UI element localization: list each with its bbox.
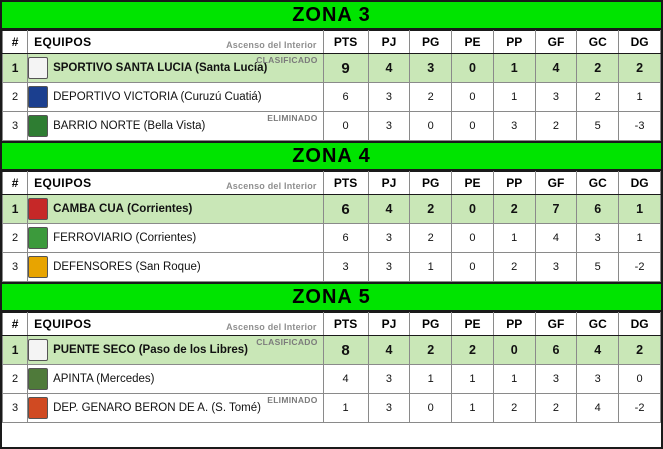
col-pj: PJ bbox=[368, 313, 410, 336]
team-name: BARRIO NORTE (Bella Vista) bbox=[53, 120, 206, 132]
row-team bbox=[28, 112, 324, 141]
crest-defensores bbox=[28, 256, 48, 278]
row-gc: 2 bbox=[577, 54, 619, 83]
col-pg: PG bbox=[410, 31, 452, 54]
row-position: 2 bbox=[3, 224, 28, 253]
crest-apinta bbox=[28, 368, 48, 390]
team-name: DEP. GENARO BERÓN DE A. (S. Tomé) bbox=[53, 402, 261, 414]
standings-table bbox=[2, 171, 661, 282]
col-pg: PG bbox=[410, 172, 452, 195]
col-gc: GC bbox=[577, 172, 619, 195]
crest-ferroviario bbox=[28, 227, 48, 249]
team-name: APINTA (Mercedes) bbox=[53, 373, 155, 385]
row-gc: 2 bbox=[577, 83, 619, 112]
table-row[interactable] bbox=[3, 83, 661, 112]
row-pe: 0 bbox=[452, 83, 494, 112]
row-pg: 3 bbox=[410, 54, 452, 83]
table-row[interactable] bbox=[3, 195, 661, 224]
row-position: 3 bbox=[3, 112, 28, 141]
row-team bbox=[28, 336, 324, 365]
row-pp: 2 bbox=[493, 394, 535, 423]
col-pp: PP bbox=[493, 313, 535, 336]
status-badge: ELIMINADO bbox=[267, 395, 318, 405]
team-name: DEPORTIVO VICTORIA (Curuzú Cuatiá) bbox=[53, 91, 262, 103]
row-pg: 2 bbox=[410, 195, 452, 224]
row-pts: 4 bbox=[323, 365, 368, 394]
row-pp: 1 bbox=[493, 224, 535, 253]
row-dg: 1 bbox=[619, 195, 661, 224]
row-gc: 4 bbox=[577, 336, 619, 365]
col-dg: DG bbox=[619, 172, 661, 195]
row-pp: 2 bbox=[493, 195, 535, 224]
col-team-label: EQUIPOS bbox=[34, 317, 92, 331]
row-pg: 1 bbox=[410, 365, 452, 394]
row-pe: 0 bbox=[452, 54, 494, 83]
crest-genaro-beron bbox=[28, 397, 48, 419]
col-pj: PJ bbox=[368, 31, 410, 54]
row-gf: 7 bbox=[535, 195, 577, 224]
row-position: 1 bbox=[3, 54, 28, 83]
status-badge: CLASIFICADO bbox=[256, 55, 318, 65]
row-gf: 3 bbox=[535, 83, 577, 112]
row-pj: 4 bbox=[368, 336, 410, 365]
row-pp: 2 bbox=[493, 253, 535, 282]
table-row[interactable] bbox=[3, 365, 661, 394]
row-position: 1 bbox=[3, 336, 28, 365]
standings-table bbox=[2, 312, 661, 423]
row-team bbox=[28, 394, 324, 423]
col-gc: GC bbox=[577, 31, 619, 54]
col-gf: GF bbox=[535, 172, 577, 195]
row-gf: 6 bbox=[535, 336, 577, 365]
row-pg: 0 bbox=[410, 394, 452, 423]
row-pg: 0 bbox=[410, 112, 452, 141]
row-pj: 3 bbox=[368, 83, 410, 112]
row-pe: 0 bbox=[452, 253, 494, 282]
row-pe: 0 bbox=[452, 224, 494, 253]
row-dg: -3 bbox=[619, 112, 661, 141]
zone-title: ZONA 4 bbox=[2, 141, 661, 171]
crest-barrio-norte bbox=[28, 115, 48, 137]
row-pg: 2 bbox=[410, 336, 452, 365]
col-gc: GC bbox=[577, 313, 619, 336]
row-pg: 2 bbox=[410, 224, 452, 253]
team-name: FERROVIARIO (Corrientes) bbox=[53, 232, 197, 244]
row-dg: 2 bbox=[619, 54, 661, 83]
col-pe: PE bbox=[452, 31, 494, 54]
col-team-sublabel: Ascenso del Interior bbox=[226, 40, 317, 50]
row-pp: 0 bbox=[493, 336, 535, 365]
col-pts: PTS bbox=[323, 172, 368, 195]
crest-deportivo-victoria bbox=[28, 86, 48, 108]
table-header-row bbox=[3, 313, 661, 336]
col-team-label: EQUIPOS bbox=[34, 176, 92, 190]
table-header-row bbox=[3, 172, 661, 195]
crest-camba-cua bbox=[28, 198, 48, 220]
col-pe: PE bbox=[452, 172, 494, 195]
col-dg: DG bbox=[619, 31, 661, 54]
col-pg: PG bbox=[410, 313, 452, 336]
team-name: DEFENSORES (San Roque) bbox=[53, 261, 201, 273]
table-row[interactable] bbox=[3, 336, 661, 365]
zone-block bbox=[2, 282, 661, 423]
col-pts: PTS bbox=[323, 31, 368, 54]
row-gf: 2 bbox=[535, 112, 577, 141]
row-team bbox=[28, 54, 324, 83]
zone-title: ZONA 5 bbox=[2, 282, 661, 312]
row-position: 2 bbox=[3, 365, 28, 394]
row-pp: 3 bbox=[493, 112, 535, 141]
row-position: 3 bbox=[3, 394, 28, 423]
col-team-label: EQUIPOS bbox=[34, 35, 92, 49]
status-badge: CLASIFICADO bbox=[256, 337, 318, 347]
row-pts: 0 bbox=[323, 112, 368, 141]
col-position: # bbox=[3, 172, 28, 195]
row-position: 1 bbox=[3, 195, 28, 224]
team-name: SPORTIVO SANTA LUCÍA (Santa Lucía) bbox=[53, 62, 268, 74]
crest-sportivo-santa-lucia bbox=[28, 57, 48, 79]
row-gc: 3 bbox=[577, 365, 619, 394]
col-pp: PP bbox=[493, 31, 535, 54]
table-row[interactable] bbox=[3, 253, 661, 282]
row-pts: 6 bbox=[323, 224, 368, 253]
row-pp: 1 bbox=[493, 54, 535, 83]
row-pp: 1 bbox=[493, 365, 535, 394]
table-row[interactable] bbox=[3, 394, 661, 423]
row-pts: 8 bbox=[323, 336, 368, 365]
table-row[interactable] bbox=[3, 112, 661, 141]
col-team-sublabel: Ascenso del Interior bbox=[226, 322, 317, 332]
row-gc: 5 bbox=[577, 112, 619, 141]
standings-table bbox=[2, 30, 661, 141]
row-team bbox=[28, 253, 324, 282]
col-gf: GF bbox=[535, 313, 577, 336]
team-name: PUENTE SECO (Paso de los Libres) bbox=[53, 344, 248, 356]
col-team-sublabel: Ascenso del Interior bbox=[226, 181, 317, 191]
row-pg: 1 bbox=[410, 253, 452, 282]
col-gf: GF bbox=[535, 31, 577, 54]
row-dg: 0 bbox=[619, 365, 661, 394]
row-pts: 9 bbox=[323, 54, 368, 83]
row-gf: 4 bbox=[535, 224, 577, 253]
row-pts: 6 bbox=[323, 195, 368, 224]
row-dg: 1 bbox=[619, 83, 661, 112]
crest-puente-seco bbox=[28, 339, 48, 361]
col-team bbox=[28, 172, 324, 195]
zones-container bbox=[2, 2, 661, 423]
zone-block bbox=[2, 2, 661, 141]
col-dg: DG bbox=[619, 313, 661, 336]
row-pe: 0 bbox=[452, 112, 494, 141]
row-gc: 5 bbox=[577, 253, 619, 282]
row-pe: 0 bbox=[452, 195, 494, 224]
row-pj: 3 bbox=[368, 253, 410, 282]
col-position: # bbox=[3, 31, 28, 54]
row-pe: 1 bbox=[452, 365, 494, 394]
row-pts: 1 bbox=[323, 394, 368, 423]
row-team bbox=[28, 83, 324, 112]
zone-block bbox=[2, 141, 661, 282]
row-team bbox=[28, 224, 324, 253]
zone-title: ZONA 3 bbox=[2, 2, 661, 30]
row-pj: 4 bbox=[368, 195, 410, 224]
row-gf: 4 bbox=[535, 54, 577, 83]
table-row[interactable] bbox=[3, 224, 661, 253]
col-pe: PE bbox=[452, 313, 494, 336]
status-badge: ELIMINADO bbox=[267, 113, 318, 123]
row-pe: 1 bbox=[452, 394, 494, 423]
row-team bbox=[28, 195, 324, 224]
row-pe: 2 bbox=[452, 336, 494, 365]
row-pj: 3 bbox=[368, 365, 410, 394]
row-position: 2 bbox=[3, 83, 28, 112]
row-pp: 1 bbox=[493, 83, 535, 112]
col-pts: PTS bbox=[323, 313, 368, 336]
row-pj: 3 bbox=[368, 394, 410, 423]
row-team bbox=[28, 365, 324, 394]
table-header-row bbox=[3, 31, 661, 54]
row-dg: 1 bbox=[619, 224, 661, 253]
row-dg: 2 bbox=[619, 336, 661, 365]
row-gc: 4 bbox=[577, 394, 619, 423]
row-dg: -2 bbox=[619, 253, 661, 282]
row-pj: 4 bbox=[368, 54, 410, 83]
row-pts: 6 bbox=[323, 83, 368, 112]
row-gf: 2 bbox=[535, 394, 577, 423]
team-name: CAMBÁ CUÁ (Corrientes) bbox=[53, 203, 193, 215]
col-team bbox=[28, 313, 324, 336]
row-gc: 6 bbox=[577, 195, 619, 224]
table-row[interactable] bbox=[3, 54, 661, 83]
row-gf: 3 bbox=[535, 253, 577, 282]
col-pp: PP bbox=[493, 172, 535, 195]
row-dg: -2 bbox=[619, 394, 661, 423]
row-pts: 3 bbox=[323, 253, 368, 282]
col-position: # bbox=[3, 313, 28, 336]
row-pj: 3 bbox=[368, 112, 410, 141]
row-position: 3 bbox=[3, 253, 28, 282]
row-gc: 3 bbox=[577, 224, 619, 253]
col-team bbox=[28, 31, 324, 54]
col-pj: PJ bbox=[368, 172, 410, 195]
row-pg: 2 bbox=[410, 83, 452, 112]
row-pj: 3 bbox=[368, 224, 410, 253]
row-gf: 3 bbox=[535, 365, 577, 394]
